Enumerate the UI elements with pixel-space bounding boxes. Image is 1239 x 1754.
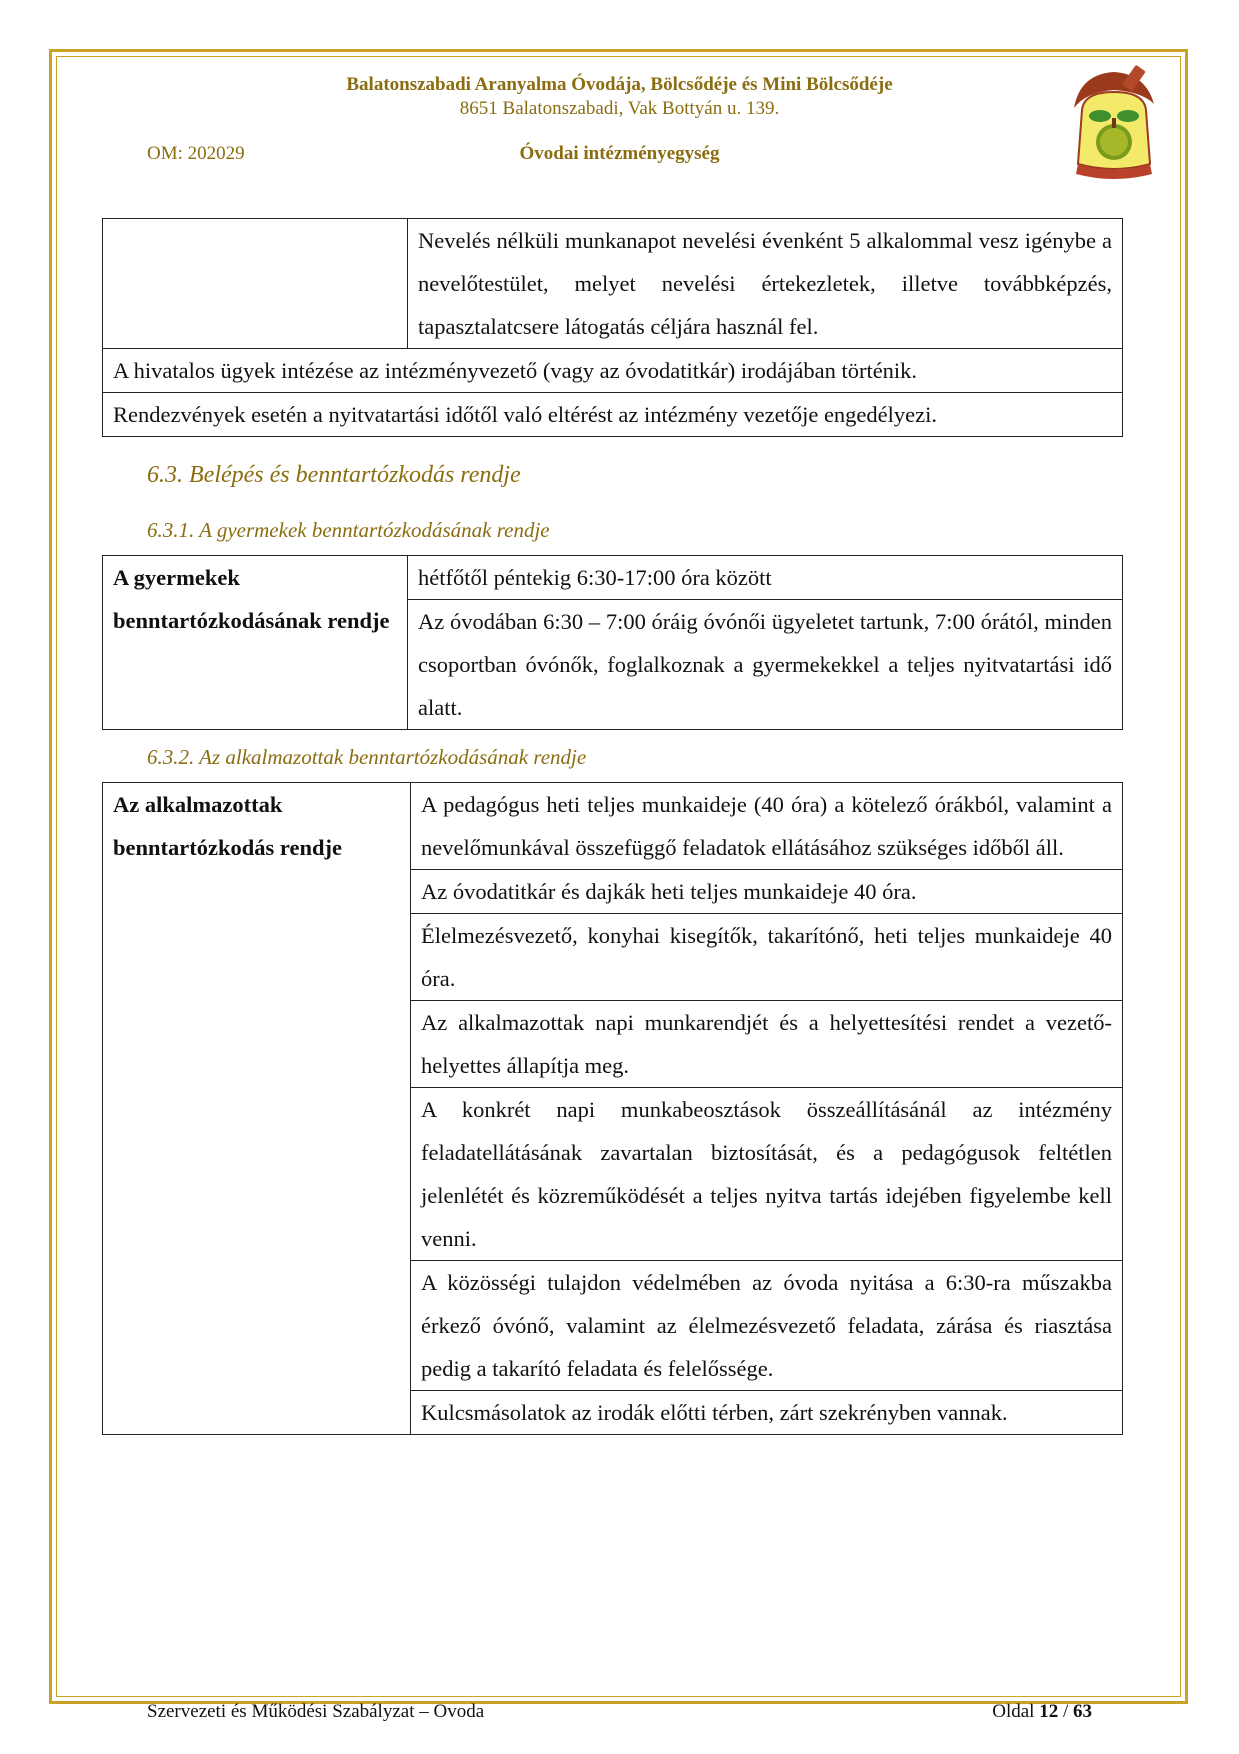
table-cell-empty: [103, 219, 408, 349]
table-row-header: A gyermekek benntartózkodásának rendje: [103, 556, 408, 730]
page-total: 63: [1073, 1701, 1092, 1722]
table-cell: Nevelés nélküli munkanapot nevelési évenként 5 alkalommal vesz igénybe a nevelőtestület, melyet nevelési értekezletek, illetve továbbképzés, tapasztalatcsere látogatás céljára használ fel.: [408, 219, 1123, 349]
om-number: OM: 202029: [147, 143, 245, 164]
page-separator: /: [1062, 1701, 1069, 1722]
institution-address: 8651 Balatonszabadi, Vak Bottyán u. 139.: [459, 98, 780, 119]
section-heading-6-3: 6.3. Belépés és benntartózkodás rendje: [147, 462, 521, 488]
unit-name: Óvodai intézményegység: [519, 143, 720, 164]
staff-attendance-table: [102, 782, 1123, 1435]
table-cell: A konkrét napi munkabeosztások összeállításánál az intézmény feladatellátásának zavartalan biztosítását, és a pedagógusok feltétlen jelenlétét és közreműködését a teljes nyitva tartás idejében figyelembe kell venni.: [411, 1088, 1123, 1261]
page-current: 12: [1039, 1701, 1059, 1722]
table-cell: Rendezvények esetén a nyitvatartási időtől való eltérést az intézmény vezetője engedélyezi.: [103, 393, 1123, 437]
table-cell: Élelmezésvezető, konyhai kisegítők, takarítónő, heti teljes munkaideje 40 óra.: [411, 914, 1123, 1001]
table-row: [103, 393, 1123, 437]
table-cell: Kulcsmásolatok az irodák előtti térben, zárt szekrényben vannak.: [411, 1391, 1123, 1435]
page-label: Oldal: [992, 1701, 1035, 1722]
table-cell: A pedagógus heti teljes munkaideje (40 óra) a kötelező órákból, valamint a nevelőmunkával összefüggő feladatok ellátásához szükséges időből áll.: [411, 783, 1123, 870]
golden-apple-bell-logo-icon: [1060, 64, 1166, 186]
footer-page-number: [992, 1701, 1092, 1723]
table-cell: Az alkalmazottak napi munkarendjét és a helyettesítési rendet a vezető-helyettes állapítja meg.: [411, 1001, 1123, 1088]
table-row-header: Az alkalmazottak benntartózkodás rendje: [103, 783, 411, 1435]
table-cell: Az óvodatitkár és dajkák heti teljes munkaideje 40 óra.: [411, 870, 1123, 914]
table-row: [103, 349, 1123, 393]
children-attendance-table: [102, 555, 1123, 730]
table-row: [103, 556, 1123, 600]
table-cell: Az óvodában 6:30 – 7:00 óráig óvónői ügyeletet tartunk, 7:00 órától, minden csoportban óvónők, foglalkoznak a gyermekekkel a teljes nyitvatartási idő alatt.: [408, 600, 1123, 730]
table-cell: A közösségi tulajdon védelmében az óvoda nyitása a 6:30-ra műszakba érkező óvónő, valamint az élelmezésvezető feladata, zárása és riasztása pedig a takarító feladata és felelőssége.: [411, 1261, 1123, 1391]
subsection-heading-6-3-2: 6.3.2. Az alkalmazottak benntartózkodásának rendje: [147, 745, 587, 769]
table-row: [103, 219, 1123, 349]
table-cell: A hivatalos ügyek intézése az intézményvezető (vagy az óvodatitkár) irodájában történik.: [103, 349, 1123, 393]
subsection-heading-6-3-1: 6.3.1. A gyermekek benntartózkodásának rendje: [147, 518, 550, 542]
opening-hours-table-continued: [102, 218, 1123, 437]
footer-document-title: Szervezeti és Működési Szabályzat – Ovoda: [147, 1701, 485, 1722]
table-cell: hétfőtől péntekig 6:30-17:00 óra között: [408, 556, 1123, 600]
table-row: [103, 783, 1123, 870]
institution-name: Balatonszabadi Aranyalma Óvodája, Bölcsődéje és Mini Bölcsődéje: [346, 74, 893, 95]
